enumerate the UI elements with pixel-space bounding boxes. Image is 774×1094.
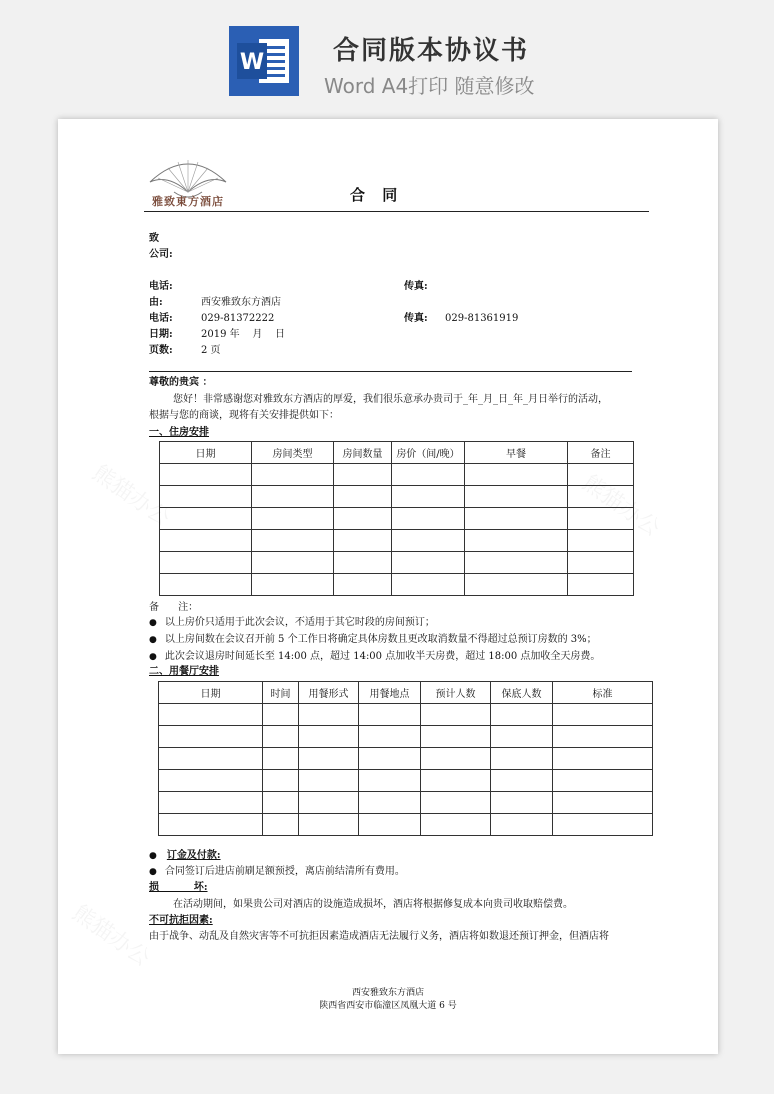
table-cell[interactable] (263, 792, 299, 814)
intro-line: 您好！非常感谢您对雅致东方酒店的厚爱，我们很乐意承办贵司于_年_月_日_年_月日举行的活动， (173, 394, 608, 405)
table-cell[interactable] (359, 814, 421, 836)
table-row (160, 530, 634, 552)
phone-value: 029-81372222 (201, 313, 275, 324)
table-cell[interactable] (465, 486, 568, 508)
table-cell[interactable] (160, 552, 252, 574)
table-cell[interactable] (252, 464, 334, 486)
table-cell[interactable] (568, 530, 634, 552)
table-cell[interactable] (159, 792, 263, 814)
table-cell[interactable] (392, 508, 465, 530)
force-majeure-title: 不可抗拒因素: (149, 915, 213, 926)
table-cell[interactable] (160, 508, 252, 530)
table-cell[interactable] (465, 574, 568, 596)
pages-value: 2 页 (201, 345, 221, 356)
pages-label: 页数: (149, 345, 173, 356)
table-cell[interactable] (252, 574, 334, 596)
table-cell[interactable] (299, 704, 359, 726)
table-cell[interactable] (263, 814, 299, 836)
table-cell[interactable] (421, 814, 491, 836)
table-cell[interactable] (491, 792, 553, 814)
table-cell[interactable] (263, 770, 299, 792)
column-header: 用餐地点 (359, 682, 421, 704)
damage-title: 损 坏: (149, 882, 208, 893)
table-cell[interactable] (252, 530, 334, 552)
table-cell[interactable] (159, 704, 263, 726)
hotel-logo-text: 雅致東方酒店 (152, 195, 224, 208)
table-cell[interactable] (491, 726, 553, 748)
table-cell[interactable] (568, 508, 634, 530)
table-row (159, 770, 653, 792)
table-row (160, 508, 634, 530)
table-cell[interactable] (160, 530, 252, 552)
table-cell[interactable] (299, 770, 359, 792)
table-cell[interactable] (159, 814, 263, 836)
table-cell[interactable] (491, 770, 553, 792)
deposit-text: ● 合同签订后进店前刷足额预授，离店前结清所有费用。 (149, 866, 405, 877)
force-majeure-text: 由于战争、动乱及自然灾害等不可抗拒因素造成酒店无法履行义务，酒店将如数退还预订押金，但酒店将 (149, 931, 609, 942)
table-cell[interactable] (553, 748, 653, 770)
table-cell[interactable] (421, 770, 491, 792)
phone-label: 电话: (149, 313, 173, 324)
table-cell[interactable] (263, 748, 299, 770)
column-header: 房价（间/晚） (392, 442, 465, 464)
section-title-rooms: 一、住房安排 (149, 427, 209, 438)
document-page (58, 119, 718, 1054)
footer-hotel-name: 西安雅致东方酒店 (351, 988, 424, 998)
table-cell[interactable] (465, 508, 568, 530)
table-cell[interactable] (421, 726, 491, 748)
table-cell[interactable] (359, 792, 421, 814)
notes-label: 备 注： (149, 602, 199, 613)
watermark (67, 897, 157, 973)
column-header: 标准 (553, 682, 653, 704)
fax-value: 029-81361919 (445, 313, 519, 324)
table-cell[interactable] (299, 748, 359, 770)
table-cell[interactable] (252, 552, 334, 574)
table-cell[interactable] (160, 574, 252, 596)
table-cell[interactable] (299, 814, 359, 836)
column-header: 预计人数 (421, 682, 491, 704)
table-cell[interactable] (159, 770, 263, 792)
table-cell[interactable] (465, 552, 568, 574)
banner-title: 合同版本协议书 (333, 36, 530, 66)
column-header: 时间 (263, 682, 299, 704)
table-cell[interactable] (160, 486, 252, 508)
from-value: 西安雅致东方酒店 (201, 297, 281, 308)
column-header: 房间数量 (334, 442, 392, 464)
damage-text: 在活动期间，如果贵公司对酒店的设施造成损坏，酒店将根据修复成本向贵司收取赔偿费。 (173, 899, 573, 910)
table-cell[interactable] (263, 704, 299, 726)
table-cell[interactable] (334, 464, 392, 486)
company-label: 公司: (149, 249, 173, 260)
column-header: 备注 (568, 442, 634, 464)
table-cell[interactable] (465, 530, 568, 552)
table-cell[interactable] (334, 574, 392, 596)
table-cell[interactable] (334, 530, 392, 552)
from-label: 由: (149, 297, 163, 308)
column-header: 早餐 (465, 442, 568, 464)
greeting: 尊敬的贵宾 ： (149, 377, 213, 388)
date-label: 日期: (149, 329, 173, 340)
table-cell[interactable] (263, 726, 299, 748)
divider (149, 371, 632, 372)
table-cell[interactable] (491, 704, 553, 726)
table-cell[interactable] (568, 464, 634, 486)
table-cell[interactable] (359, 748, 421, 770)
column-header: 保底人数 (491, 682, 553, 704)
room-table (159, 441, 634, 596)
list-item: ● 以上房间数在会议召开前 5 个工作日将确定具体房数且更改取消数量不得超过总预订房数的 3%； (149, 634, 597, 645)
table-cell[interactable] (359, 726, 421, 748)
document-title: 合 同 (350, 186, 404, 204)
table-cell[interactable] (553, 792, 653, 814)
date-value: 2019 年 月 日 (201, 329, 286, 340)
table-cell[interactable] (252, 486, 334, 508)
table-cell[interactable] (359, 770, 421, 792)
intro-line: 根据与您的商谈，现将有关安排提供如下： (149, 410, 339, 421)
table-cell[interactable] (392, 486, 465, 508)
footer-address: 陕西省西安市临潼区凤凰大道 6 号 (319, 1001, 457, 1011)
table-cell[interactable] (421, 704, 491, 726)
column-header: 日期 (159, 682, 263, 704)
table-cell[interactable] (465, 464, 568, 486)
table-row (159, 814, 653, 836)
header-rule (144, 211, 649, 212)
table-cell[interactable] (334, 508, 392, 530)
table-cell[interactable] (299, 726, 359, 748)
table-row (159, 792, 653, 814)
fax-label: 传真: (404, 313, 428, 324)
table-cell[interactable] (392, 464, 465, 486)
table-cell[interactable] (252, 508, 334, 530)
section-title-dining: 二、用餐厅安排 (149, 666, 219, 677)
banner (0, 0, 774, 118)
column-header: 房间类型 (252, 442, 334, 464)
deposit-title: ● 订金及付款: (149, 850, 221, 861)
table-header-row (160, 442, 634, 464)
table-cell[interactable] (553, 726, 653, 748)
svg-text:W: W (239, 50, 265, 75)
table-cell[interactable] (491, 748, 553, 770)
table-cell[interactable] (392, 552, 465, 574)
table-cell[interactable] (568, 574, 634, 596)
table-row (160, 574, 634, 596)
list-item: ● 以上房价只适用于此次会议，不适用于其它时段的房间预订； (149, 617, 435, 628)
to-label: 致 (149, 233, 159, 244)
table-cell[interactable] (159, 748, 263, 770)
table-cell[interactable] (159, 726, 263, 748)
word-icon (229, 26, 299, 96)
phone-label: 电话: (149, 281, 173, 292)
table-cell[interactable] (553, 770, 653, 792)
fax-label: 传真: (404, 281, 428, 292)
column-header: 日期 (160, 442, 252, 464)
table-cell[interactable] (392, 530, 465, 552)
table-cell[interactable] (334, 486, 392, 508)
table-cell[interactable] (553, 814, 653, 836)
table-cell[interactable] (421, 792, 491, 814)
table-cell[interactable] (334, 552, 392, 574)
table-cell[interactable] (299, 792, 359, 814)
table-row (159, 748, 653, 770)
table-header-row (159, 682, 653, 704)
list-item: ● 此次会议退房时间延长至 14:00 点，超过 14:00 点加收半天房费，超过 18:00 点加收全天房费。 (149, 651, 601, 662)
column-header: 用餐形式 (299, 682, 359, 704)
table-cell[interactable] (553, 704, 653, 726)
banner-subtitle: Word A4打印 随意修改 (324, 74, 535, 98)
table-cell[interactable] (568, 486, 634, 508)
table-row (160, 464, 634, 486)
table-cell[interactable] (491, 814, 553, 836)
table-row (159, 704, 653, 726)
table-row (160, 552, 634, 574)
table-cell[interactable] (392, 574, 465, 596)
table-row (160, 486, 634, 508)
dining-table (158, 681, 653, 836)
table-cell[interactable] (359, 704, 421, 726)
table-cell[interactable] (160, 464, 252, 486)
table-row (159, 726, 653, 748)
table-cell[interactable] (421, 748, 491, 770)
table-cell[interactable] (568, 552, 634, 574)
